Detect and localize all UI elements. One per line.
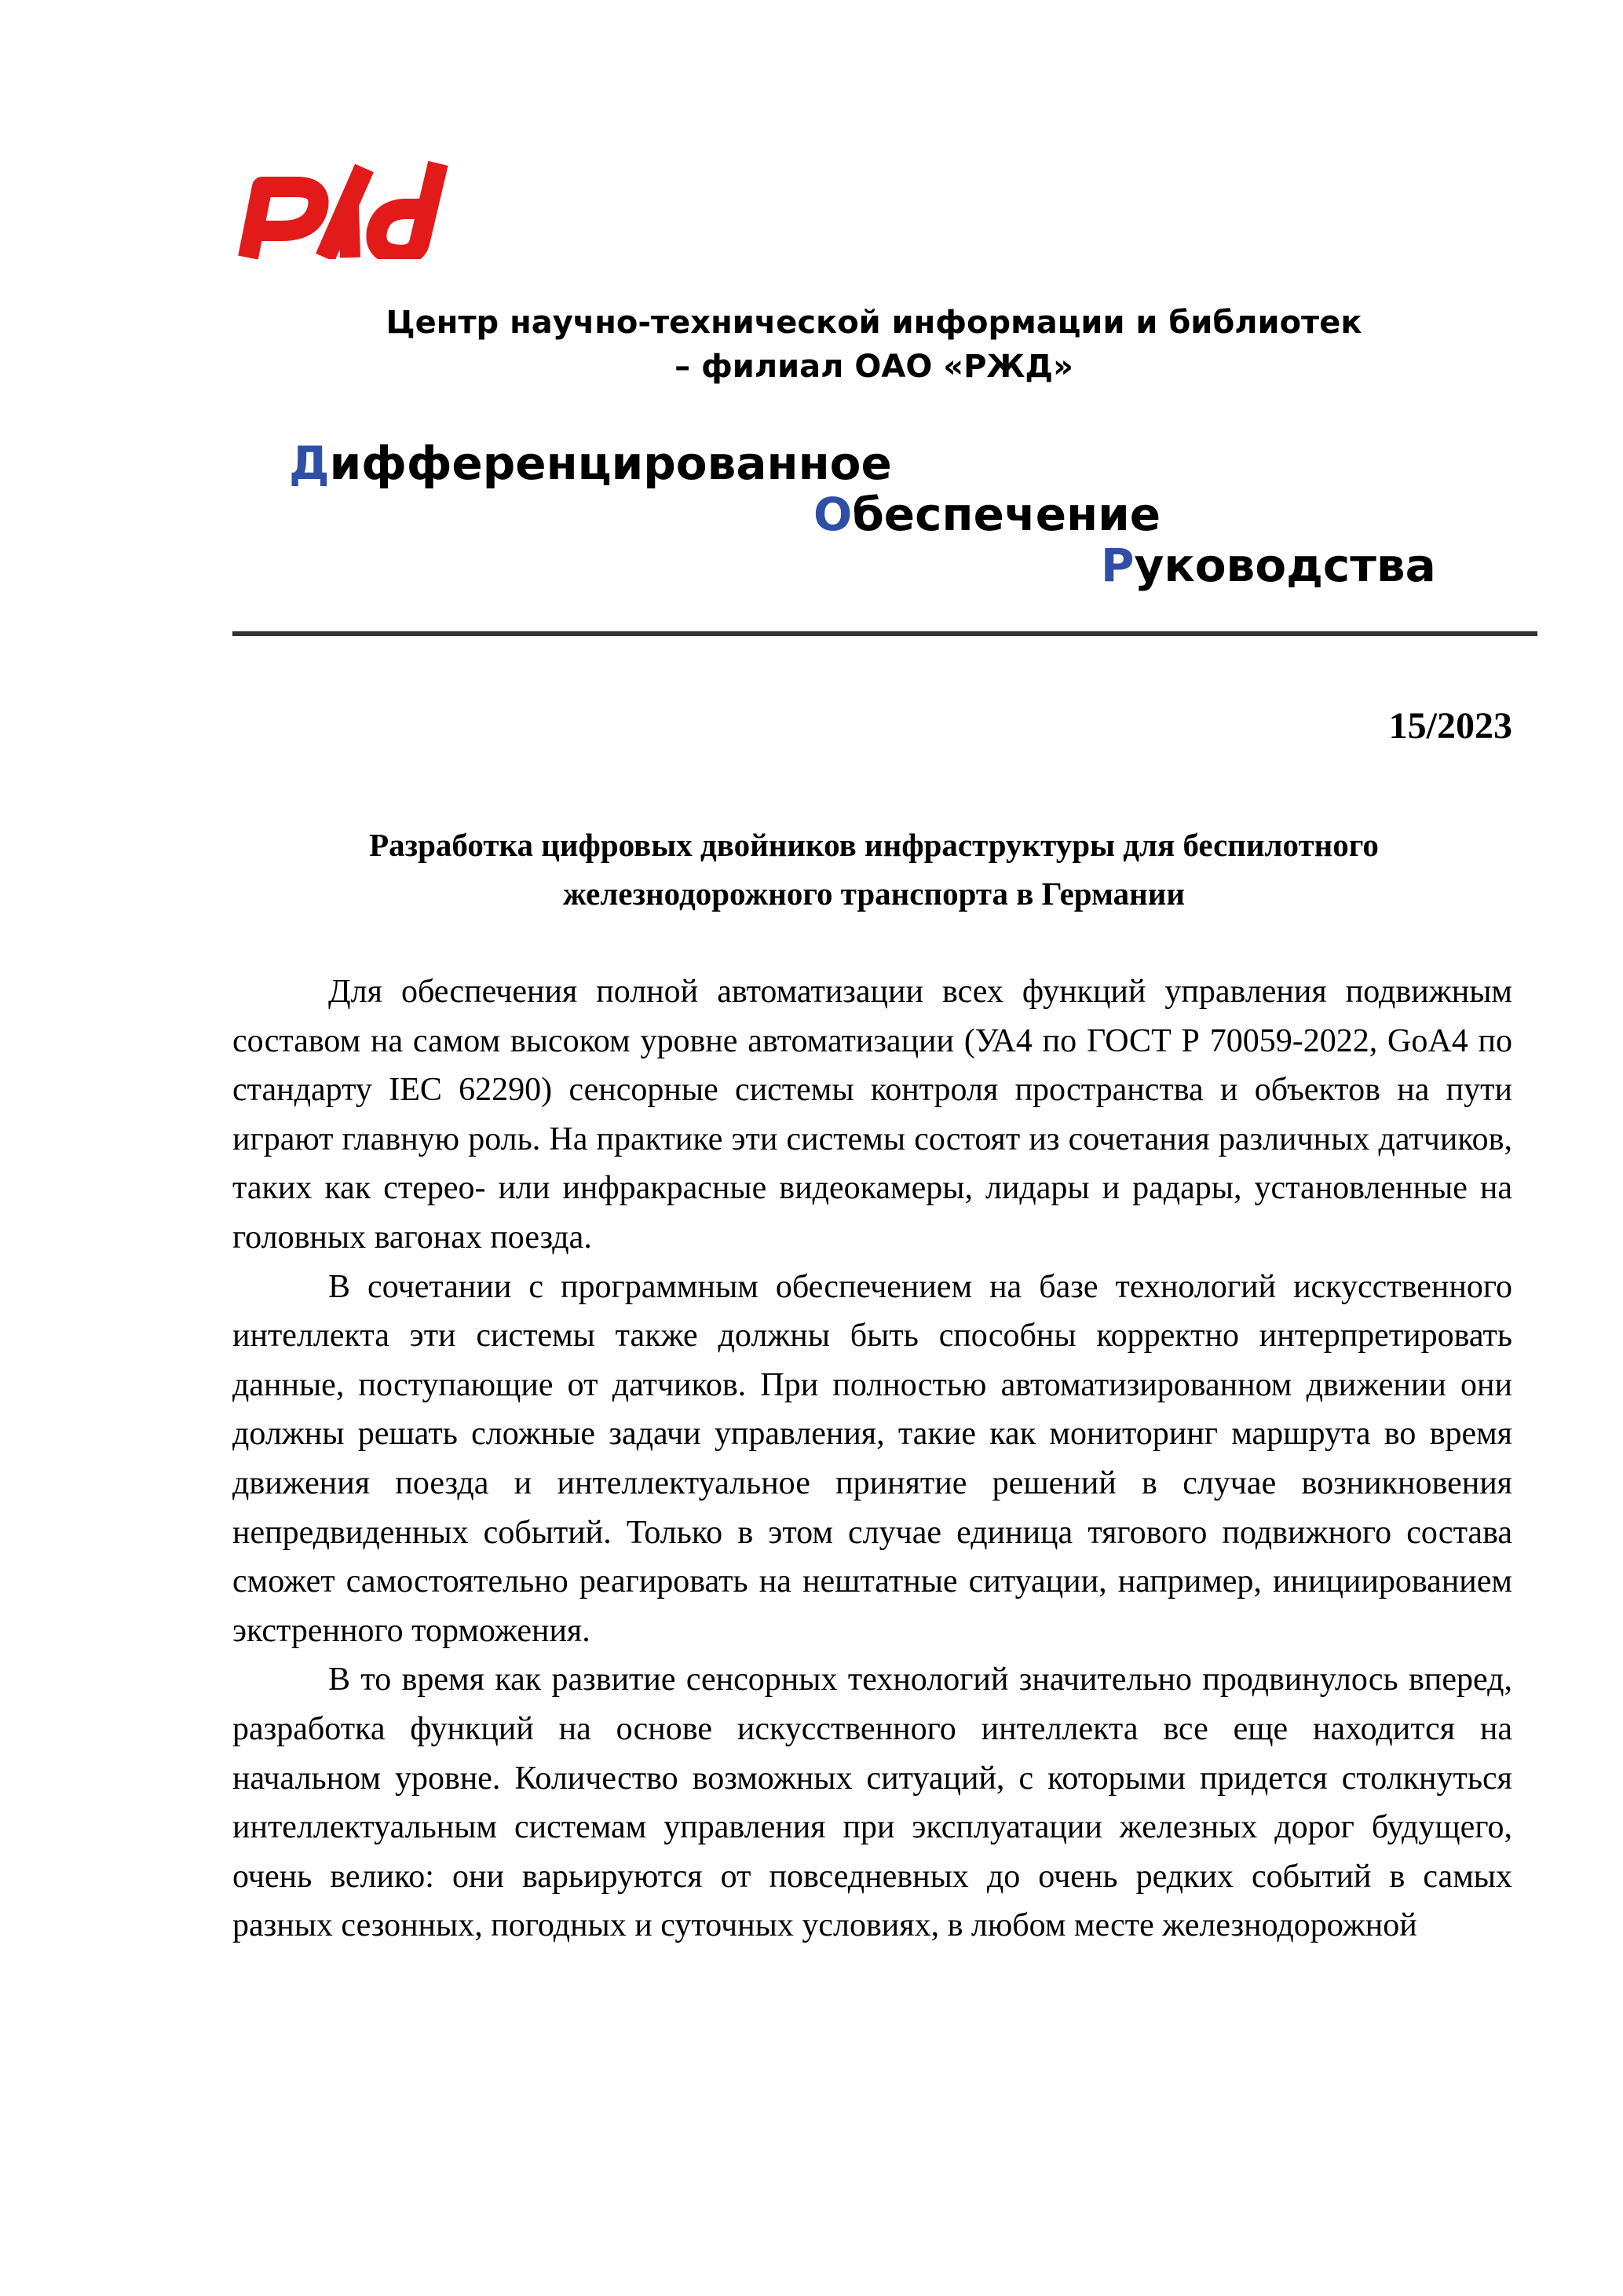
article-title-line: железнодорожного транспорта в Германии xyxy=(562,876,1185,912)
paragraph: Для обеспечения полной автоматизации всех функций управления подвижным составом на самом высоком уровне автоматизации (УА4 по ГОСТ Р 70059-2022, GoA4 по стандарту IEC 62290) сенсорные системы контроля пространства и объектов на пути играют главную роль. На практике эти системы состоят из сочетания различных датчиков, таких как стерео- или инфракрасные видеокамеры, лидары и радары, установленные на головных вагонах поезда. xyxy=(232,974,1512,1256)
issue-number: 15/2023 xyxy=(1388,705,1512,747)
rzd-logo xyxy=(232,157,460,259)
article-title-line: Разработка цифровых двойников инфраструктуры для беспилотного xyxy=(369,827,1379,863)
series-title-line-1 xyxy=(289,436,892,491)
organization-name: Центр научно-технической информации и библиотек xyxy=(386,305,1362,341)
organization-branch: – филиал ОАО «РЖД» xyxy=(674,349,1073,385)
series-initial: Р xyxy=(1101,539,1135,592)
series-word: беспечение xyxy=(852,488,1161,541)
series-title-line-3 xyxy=(1101,538,1436,593)
series-initial: Д xyxy=(289,437,330,490)
paragraph: В сочетании с программным обеспечением на базе технологий искусственного интеллекта эти системы также должны быть способны корректно интерпретировать данные, поступающие от датчиков. При полностью автоматизированном движении они должны решать сложные задачи управления, такие как мониторинг маршрута во время движения поезда и интеллектуальное принятие решений в случае возникновения непредвиденных событий. Только в этом случае единица тягового подвижного состава сможет самостоятельно реагировать на нештатные ситуации, например, инициированием экстренного торможения. xyxy=(232,1268,1512,1649)
series-title-line-2 xyxy=(813,487,1161,542)
paragraph: В то время как развитие сенсорных технологий значительно продвинулось вперед, разработка функций на основе искусственного интеллекта все еще находится на начальном уровне. Количество возможных ситуаций, с которыми придется столкнуться интеллектуальным системам управления при эксплуатации железных дорог будущего, очень велико: они варьируются от повседневных до очень редких событий в самых разных сезонных, погодных и суточных условиях, в любом месте железнодорожной xyxy=(232,1662,1512,1944)
article-body xyxy=(232,967,1512,1951)
header-divider xyxy=(232,631,1537,636)
series-initial: О xyxy=(813,488,853,541)
series-word: уководства xyxy=(1134,539,1436,592)
series-word: ифференцированное xyxy=(329,437,892,490)
article-title xyxy=(232,821,1515,918)
